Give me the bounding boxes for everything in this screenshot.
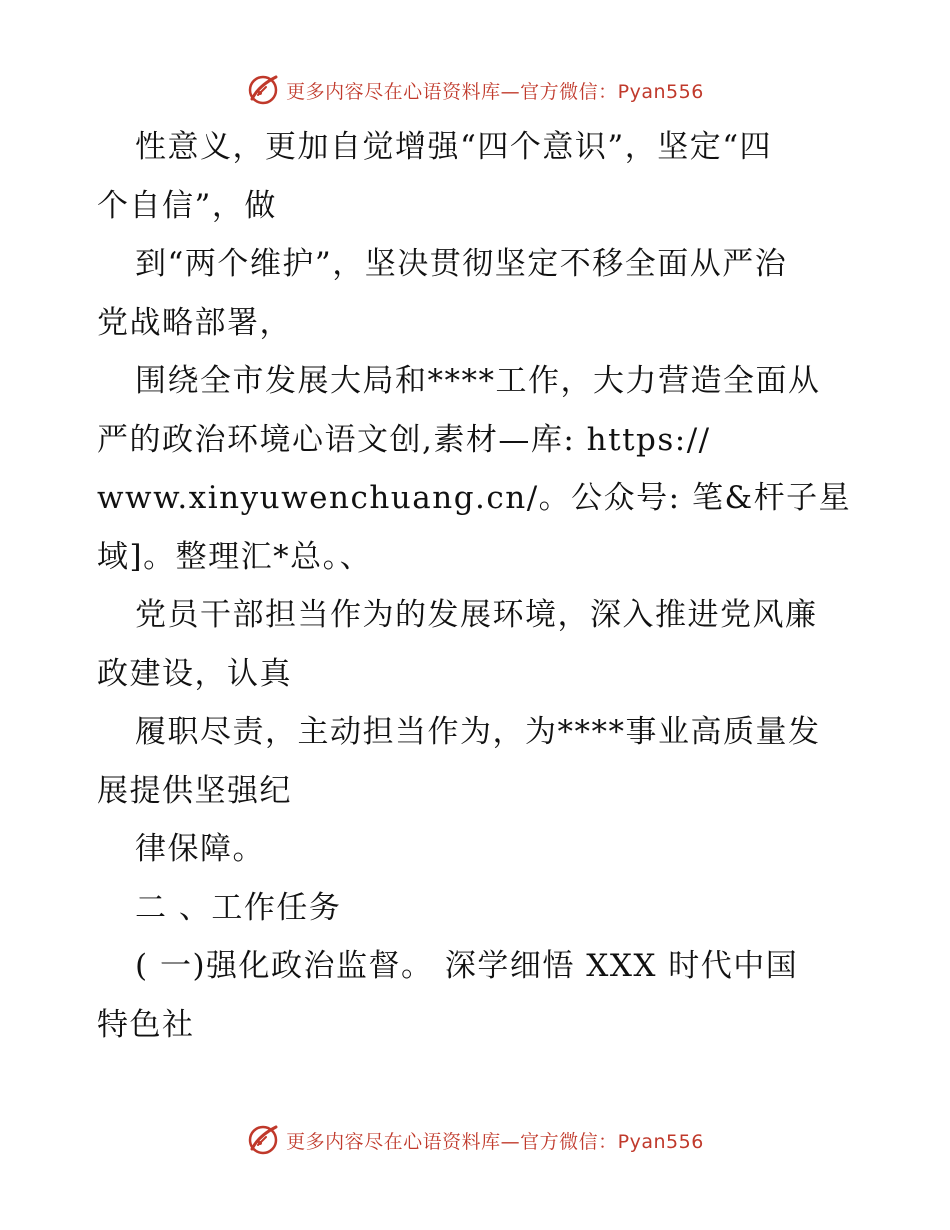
text-line: 到“两个维护”，坚决贯彻坚定不移全面从严治 xyxy=(135,246,788,282)
text-line: 个自信”，做 xyxy=(97,187,277,224)
text-line: 党员干部担当作为的发展环境，深入推进党风廉 xyxy=(135,597,818,633)
watermark-group xyxy=(246,1123,704,1157)
document-body xyxy=(97,118,857,1054)
text-line: 履职尽责，主动担当作为，为****事业高质量发 xyxy=(135,714,821,750)
watermark-text: 更多内容尽在心语资料库—官方微信：Pyan556 xyxy=(286,1130,704,1153)
section-heading: 二 、工作任务 xyxy=(135,889,342,926)
text-line: 特色社 xyxy=(97,1006,195,1043)
text-line: 性意义，更加自觉增强“四个意识”，坚定“四 xyxy=(135,129,773,165)
pen-logo-icon xyxy=(246,1123,280,1157)
subsection-heading: ( 一)强化政治监督。 深学细悟 XXX 时代中国 xyxy=(135,948,799,984)
text-line: 严的政治环境心语文创,素材—库: https:// xyxy=(97,421,711,458)
header-watermark xyxy=(0,70,950,110)
watermark-group xyxy=(246,73,704,107)
footer-watermark xyxy=(0,1120,950,1160)
text-line: 律保障。 xyxy=(135,831,265,867)
watermark-text: 更多内容尽在心语资料库—官方微信：Pyan556 xyxy=(286,80,704,103)
text-line: 展提供坚强纪 xyxy=(97,772,292,809)
text-line: 围绕全市发展大局和****工作，大力营造全面从 xyxy=(135,363,821,399)
text-line: www.xinyuwenchuang.cn/。公众号: 笔&杆子星 xyxy=(97,480,852,516)
text-line: 党战略部署， xyxy=(97,304,292,341)
pen-logo-icon xyxy=(246,73,280,107)
text-line: 政建设，认真 xyxy=(97,655,292,692)
text-line: 域]。整理汇*总。、 xyxy=(97,538,373,575)
